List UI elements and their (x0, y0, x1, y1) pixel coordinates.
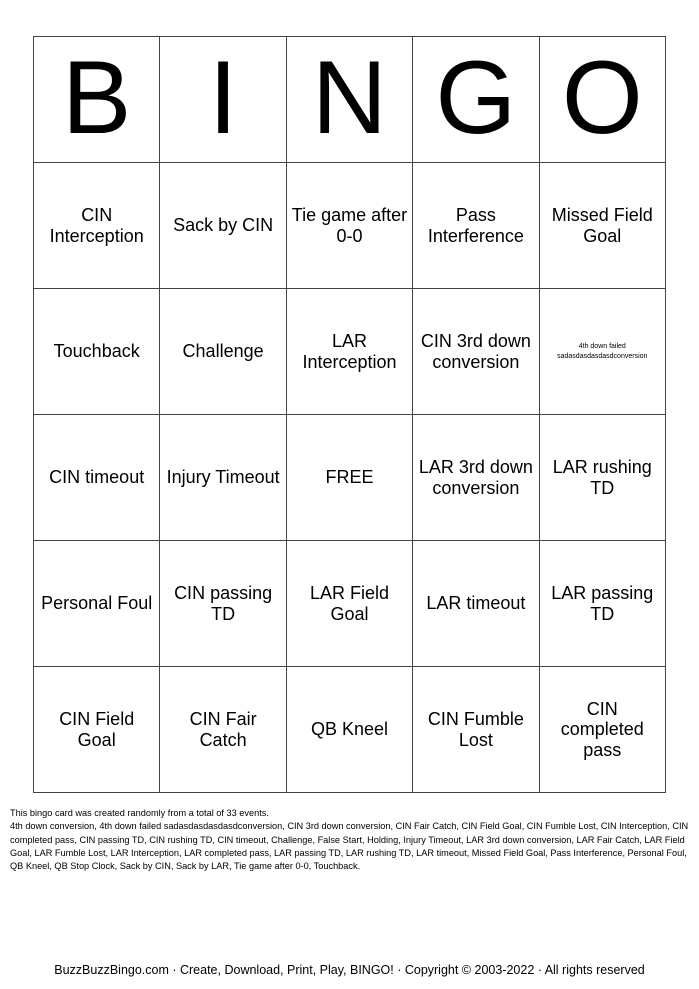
bingo-cell: Sack by CIN (160, 163, 286, 289)
bingo-free-cell: FREE (286, 415, 412, 541)
bingo-cell: LAR Field Goal (286, 541, 412, 667)
bingo-letter-o: O (539, 37, 665, 163)
bingo-cell: LAR 3rd down conversion (413, 415, 539, 541)
bingo-cell: Injury Timeout (160, 415, 286, 541)
bingo-cell: CIN 3rd down conversion (413, 289, 539, 415)
bingo-row (34, 541, 666, 667)
bingo-letter-i: I (160, 37, 286, 163)
bingo-cell: CIN Fair Catch (160, 667, 286, 793)
bingo-cell: CIN timeout (34, 415, 160, 541)
bingo-cell: CIN Field Goal (34, 667, 160, 793)
bingo-header-row (34, 37, 666, 163)
bingo-row (34, 415, 666, 541)
bingo-cell: Touchback (34, 289, 160, 415)
bingo-cell: CIN Fumble Lost (413, 667, 539, 793)
bingo-cell: Personal Foul (34, 541, 160, 667)
bingo-cell: CIN completed pass (539, 667, 665, 793)
note-event-list: 4th down conversion, 4th down failed sadasdasdasdasdconversion, CIN 3rd down conversion, CIN Fair Catch, CIN Field Goal, CIN Fumble Lost, CIN Interception, CIN completed pass, CIN passing TD, CIN rushing TD, CIN timeout, Challenge, False Start, Holding, Injury Timeout, LAR 3rd down conversion, LAR Fair Catch, LAR Field Goal, LAR Fumble Lost, LAR Interception, LAR completed pass, LAR passing TD, LAR rushing TD, LAR timeout, Missed Field Goal, Pass Interference, Personal Foul, QB Kneel, QB Stop Clock, Sack by CIN, Sack by LAR, Tie game after 0-0, Touchback. (10, 821, 689, 872)
bingo-row (34, 163, 666, 289)
bingo-letter-b: B (34, 37, 160, 163)
bingo-cell: LAR rushing TD (539, 415, 665, 541)
bingo-cell: LAR Interception (286, 289, 412, 415)
bingo-cell: Missed Field Goal (539, 163, 665, 289)
bingo-card (33, 36, 666, 793)
footer-copyright: BuzzBuzzBingo.com · Create, Download, Print, Play, BINGO! · Copyright © 2003-2022 · All rights reserved (54, 963, 645, 977)
bingo-cell: Challenge (160, 289, 286, 415)
note-summary: This bingo card was created randomly from a total of 33 events. (10, 808, 269, 818)
bingo-cell: CIN passing TD (160, 541, 286, 667)
event-list-note (10, 807, 690, 874)
bingo-cell: 4th down failed sadasdasdasdasdconversion (539, 289, 665, 415)
bingo-cell: CIN Interception (34, 163, 160, 289)
bingo-cell: LAR passing TD (539, 541, 665, 667)
bingo-cell: Pass Interference (413, 163, 539, 289)
bingo-cell: LAR timeout (413, 541, 539, 667)
bingo-row (34, 667, 666, 793)
bingo-letter-n: N (286, 37, 412, 163)
bingo-row (34, 289, 666, 415)
bingo-cell: QB Kneel (286, 667, 412, 793)
bingo-letter-g: G (413, 37, 539, 163)
bingo-cell: Tie game after 0-0 (286, 163, 412, 289)
